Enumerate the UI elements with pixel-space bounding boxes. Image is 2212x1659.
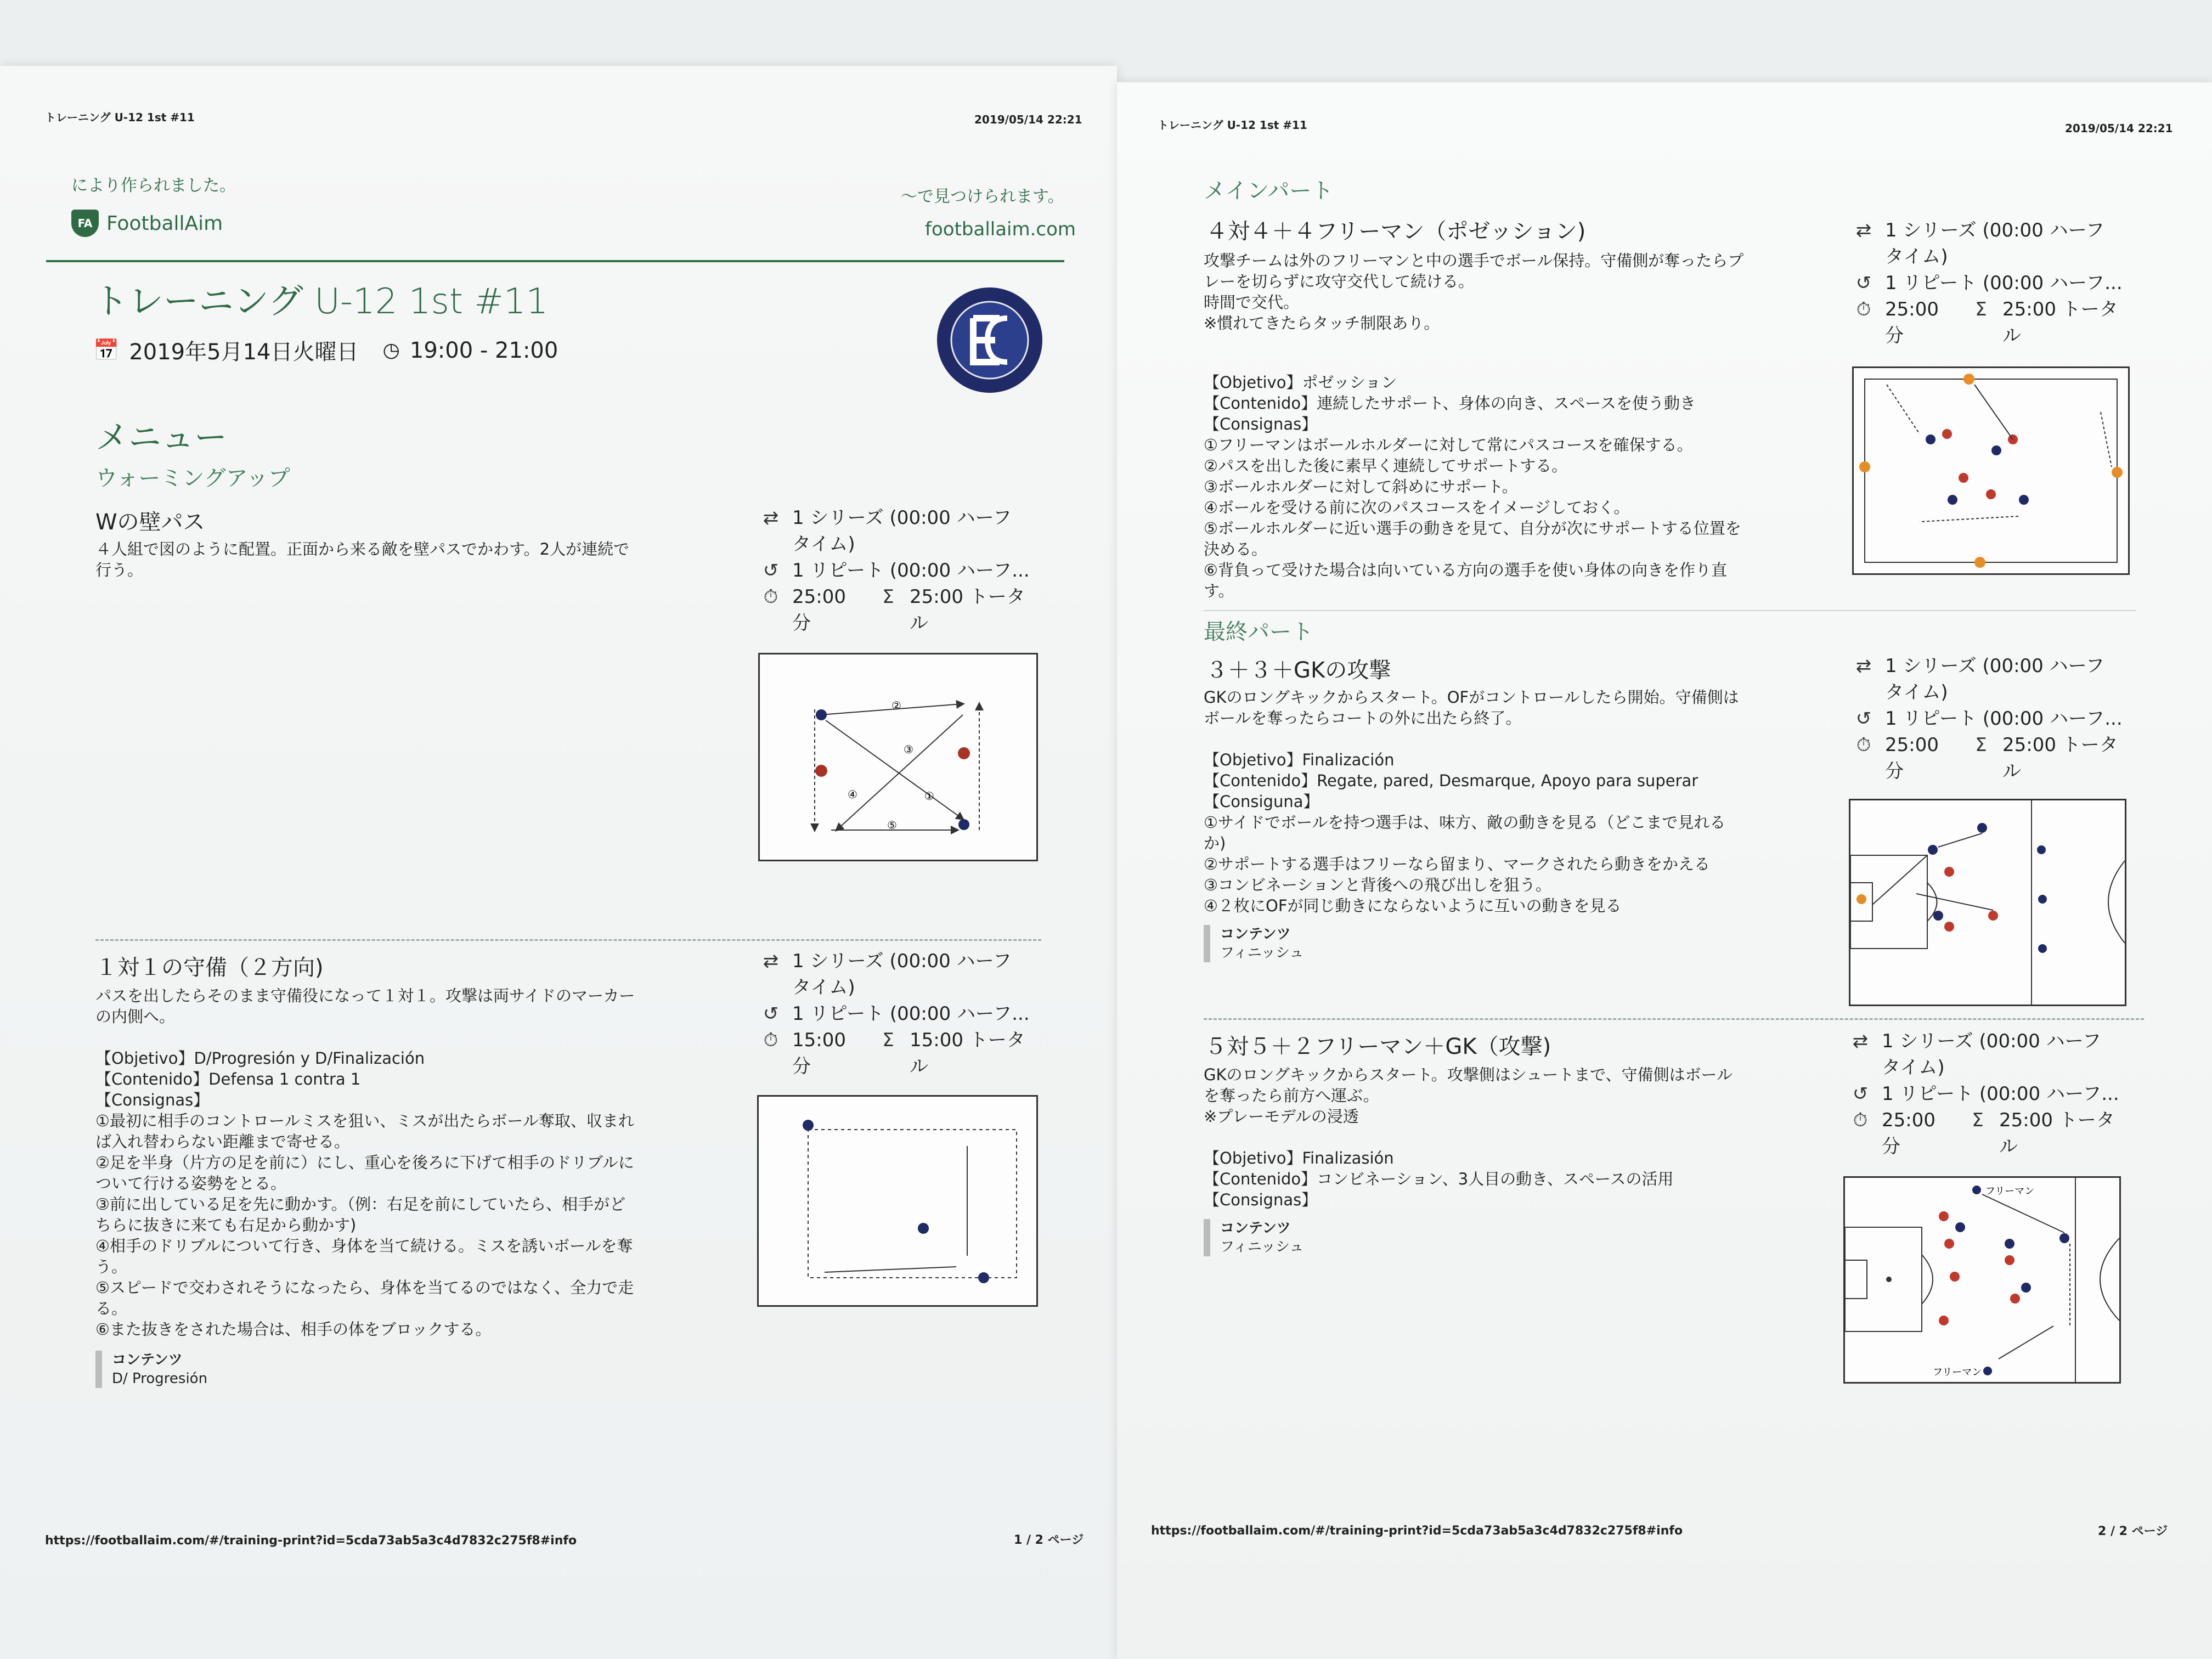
stopwatch-icon: ⏱ xyxy=(763,586,778,608)
freeman-label-top: フリーマン xyxy=(1985,1186,2035,1197)
drill-2-description: パスを出したらそのまま守備役になって１対１。攻撃は両サイドのマーカー の内側へ。 【Objetivo】D/Progresión y D/Finalización 【Contenido】Defensa 1 contra 1 【Consignas】 ①最初に相手のコントロールミスを狙い、ミスが出たらボール奪取、収まれ ば入れ替わらない距離まで寄せる。 ②足を半身（片方の足を前に）にし、重心を後ろに下げて相手のドリブルに ついて行ける姿勢をとる。 ③前に出している足を先に動かす。（例：右足を前にしていたら、相手がど ちらに抜きに来ても右足から動かす) ④相手のドリブルについて行き、身体を当て続ける。ミスを誘いボールを奪 う。 ⑤スピードで交わされそうになったら、身体を当てるのではなく、全力で走 る。 ⑥また抜きをされた場合は、相手の体をブロックする。 xyxy=(95,986,635,1339)
section-main: メインパート xyxy=(1204,178,1334,204)
drill-3-total: 25:00 トータ ル xyxy=(2002,298,2118,347)
stopwatch-icon: ⏱ xyxy=(1853,1109,1868,1131)
print-header-title: トレーニング U-12 1st #11 xyxy=(1158,119,1307,132)
drill-5-title: ５対５＋２フリーマン＋GK（攻撃) xyxy=(1205,1034,1551,1059)
brand-name: FootballAim xyxy=(106,212,223,235)
undo-icon: ↺ xyxy=(1852,1083,1869,1105)
made-by-text: により作られました。 xyxy=(71,176,236,195)
sigma-icon: Σ xyxy=(1975,298,1987,320)
drill-divider xyxy=(1204,1018,2144,1020)
header-divider xyxy=(46,260,1064,262)
drill-2-content-tag xyxy=(95,1351,207,1388)
drill-divider xyxy=(95,939,1041,941)
date-line xyxy=(93,335,558,366)
drill-4-title: ３＋３＋GKの攻撃 xyxy=(1206,658,1391,683)
drill-2-duration: 15:00 分 xyxy=(792,1029,846,1077)
drill-3-series: 1 シリーズ (00:00 ハーフ タイム) xyxy=(1885,219,2104,268)
section-final: 最終パート xyxy=(1204,619,1313,645)
print-header-title: トレーニング U-12 1st #11 xyxy=(45,111,195,124)
print-page-1 xyxy=(0,66,1117,1659)
freeman-label-bottom: フリーマン xyxy=(1933,1367,1982,1378)
svg-text:④: ④ xyxy=(848,788,857,801)
drill-1-params xyxy=(757,505,1042,636)
drill-3-diagram xyxy=(1852,366,2130,575)
undo-icon: ↺ xyxy=(763,1003,779,1025)
drill-2-total: 15:00 トータ ル xyxy=(910,1029,1025,1077)
print-header-timestamp: 2019/05/14 22:21 xyxy=(2065,122,2173,135)
print-page-2 xyxy=(1117,82,2212,1659)
drill-4-description: GKのロングキックからスタート。OFがコントロールしたら開始。守備側は ボールを奪ったらコートの外に出たら終了。 【Objetivo】Finalización 【Contenido】Regate, pared, Desmarque, Apoyo para superar 【Consiguna】 ①サイドでボールを持つ選手は、味方、敵の動きを見る（どこまで見れる か) ②サポートする選手はフリーなら留まり、マークされたら動きをかえる ③コンビネーションと背後への飛び出しを狙う。 ④２枚にOFが同じ動きにならないように互いの動きを見る xyxy=(1204,688,1739,915)
content-label: コンテンツ xyxy=(112,1352,183,1368)
undo-icon: ↺ xyxy=(1855,272,1872,294)
drill-2-series: 1 シリーズ (00:00 ハーフ タイム) xyxy=(792,950,1012,998)
section-warmup: ウォーミングアップ xyxy=(95,466,290,491)
shield-icon: FA xyxy=(71,210,99,237)
drill-5-duration: 25:00 分 xyxy=(1882,1109,1936,1158)
drill-4-params xyxy=(1850,653,2124,785)
drill-5-series: 1 シリーズ (00:00 ハーフ タイム) xyxy=(1882,1030,2101,1079)
sigma-icon: Σ xyxy=(1972,1109,1984,1131)
found-at-text: 〜で見つけられます。 xyxy=(901,187,1064,206)
sigma-icon: Σ xyxy=(1975,734,1987,756)
drill-4-total: 25:00 トータ ル xyxy=(2002,734,2118,782)
drill-2-title: １対１の守備（２方向) xyxy=(95,955,324,980)
content-value: D/ Progresión xyxy=(112,1370,208,1387)
drill-1-duration: 25:00 分 xyxy=(792,586,846,634)
page-title: トレーニング U-12 1st #11 xyxy=(93,281,549,322)
calendar-icon: 📅 xyxy=(93,338,120,362)
svg-text:②: ② xyxy=(891,699,901,712)
footer-url[interactable]: https://footballaim.com/#/training-print?id=5cda73ab5a3c4d7832c275f8#info xyxy=(45,1534,577,1548)
content-label: コンテンツ xyxy=(1220,926,1291,943)
svg-text:⑤: ⑤ xyxy=(887,819,897,832)
drill-5-description: GKのロングキックからスタート。攻撃側はシュートまで、守備側はボール を奪ったら前方へ運ぶ。 ※プレーモデルの浸透 【Objetivo】Finalizasión 【Contenido】コンビネーション、3人目の動き、スペースの活用 【Consignas】 xyxy=(1204,1065,1733,1209)
undo-icon: ↺ xyxy=(1855,708,1872,730)
drill-4-duration: 25:00 分 xyxy=(1885,734,1939,782)
repeat-icon: ⇄ xyxy=(763,950,779,972)
drill-2-repeat: 1 リピート (00:00 ハーフ... xyxy=(792,1003,1030,1025)
sigma-icon: Σ xyxy=(882,586,894,608)
svg-text:③: ③ xyxy=(904,743,913,756)
content-value: フィニッシュ xyxy=(1220,1239,1304,1255)
content-label: コンテンツ xyxy=(1220,1220,1291,1237)
menu-heading: メニュー xyxy=(95,419,227,457)
drill-4-content-tag xyxy=(1204,925,1304,962)
brand-logo xyxy=(71,210,223,237)
stopwatch-icon: ⏱ xyxy=(1856,298,1871,320)
stopwatch-icon: ⏱ xyxy=(1856,734,1871,756)
repeat-icon: ⇄ xyxy=(1855,655,1872,677)
drill-5-content-tag xyxy=(1204,1219,1304,1256)
drill-3-points: 【Objetivo】ポゼッション 【Contenido】連続したサポート、身体の向き、スペースを使う動き 【Consignas】 ①フリーマンはボールホルダーに対して常にパスコースを確保する。 ②パスを出した後に素早く連続してサポートする。 ③ボールホルダーに対して斜めにサポート。 ④ボールを受ける前に次のパスコースをイメージしておく。 ⑤ボールホルダーに近い選手の動きを見て、自分が次にサポートする位置を 決める。 ⑥背負って受けた場合は向いている方向の選手を使い身体の向きを作り直 す。 xyxy=(1204,373,1741,600)
drill-1-description: ４人組で図のように配置。正面から来る敵を壁パスでかわす。2人が連続で 行う。 xyxy=(95,540,630,579)
repeat-icon: ⇄ xyxy=(763,507,779,529)
drill-3-duration: 25:00 分 xyxy=(1885,298,1939,347)
training-date: 2019年5月14日火曜日 xyxy=(129,340,359,365)
sigma-icon: Σ xyxy=(882,1029,894,1051)
drill-2-diagram xyxy=(757,1095,1038,1307)
footer-url[interactable]: https://footballaim.com/#/training-print?id=5cda73ab5a3c4d7832c275f8#info xyxy=(1151,1524,1683,1538)
svg-text:①: ① xyxy=(924,789,934,803)
stopwatch-icon: ⏱ xyxy=(763,1029,778,1051)
drill-4-diagram xyxy=(1849,799,2126,1006)
drill-1-repeat: 1 リピート (00:00 ハーフ... xyxy=(792,560,1030,582)
drill-1-series: 1 シリーズ (00:00 ハーフ タイム) xyxy=(792,507,1012,555)
undo-icon: ↺ xyxy=(763,560,779,582)
drill-4-series: 1 シリーズ (00:00 ハーフ タイム) xyxy=(1885,655,2104,703)
content-value: フィニッシュ xyxy=(1220,945,1304,961)
drill-1-total: 25:00 トータ ル xyxy=(910,586,1025,634)
drill-5-diagram xyxy=(1843,1176,2121,1384)
repeat-icon: ⇄ xyxy=(1852,1030,1869,1052)
section-divider xyxy=(1204,610,2136,611)
club-crest-logo xyxy=(935,285,1045,395)
drill-3-repeat: 1 リピート (00:00 ハーフ... xyxy=(1885,272,2123,294)
drill-3-description: 攻撃チームは外のフリーマンと中の選手でボール保持。守備側が奪ったらプ レーを切らずに攻守交代して続ける。 時間で交代。 ※慣れてきたらタッチ制限あり。 xyxy=(1204,251,1744,332)
drill-3-title: ４対４＋４フリーマン（ポゼッション) xyxy=(1206,219,1586,244)
drill-3-params xyxy=(1850,217,2124,349)
drill-2-params xyxy=(757,948,1042,1080)
drill-5-params xyxy=(1847,1028,2121,1160)
clock-icon: ◷ xyxy=(382,339,400,362)
print-header-timestamp: 2019/05/14 22:21 xyxy=(974,113,1082,126)
drill-1-diagram xyxy=(758,653,1038,861)
footer-page-number: 1 / 2 ページ xyxy=(1014,1533,1084,1547)
site-link[interactable]: footballaim.com xyxy=(925,218,1076,240)
drill-1-title: Wの壁パス xyxy=(95,510,205,535)
repeat-icon: ⇄ xyxy=(1855,219,1872,241)
drill-5-total: 25:00 トータ ル xyxy=(1999,1109,2115,1158)
drill-4-repeat: 1 リピート (00:00 ハーフ... xyxy=(1885,708,2123,730)
training-time: 19:00 - 21:00 xyxy=(409,337,558,363)
drill-5-repeat: 1 リピート (00:00 ハーフ... xyxy=(1882,1083,2119,1105)
footer-page-number: 2 / 2 ページ xyxy=(2098,1525,2168,1538)
